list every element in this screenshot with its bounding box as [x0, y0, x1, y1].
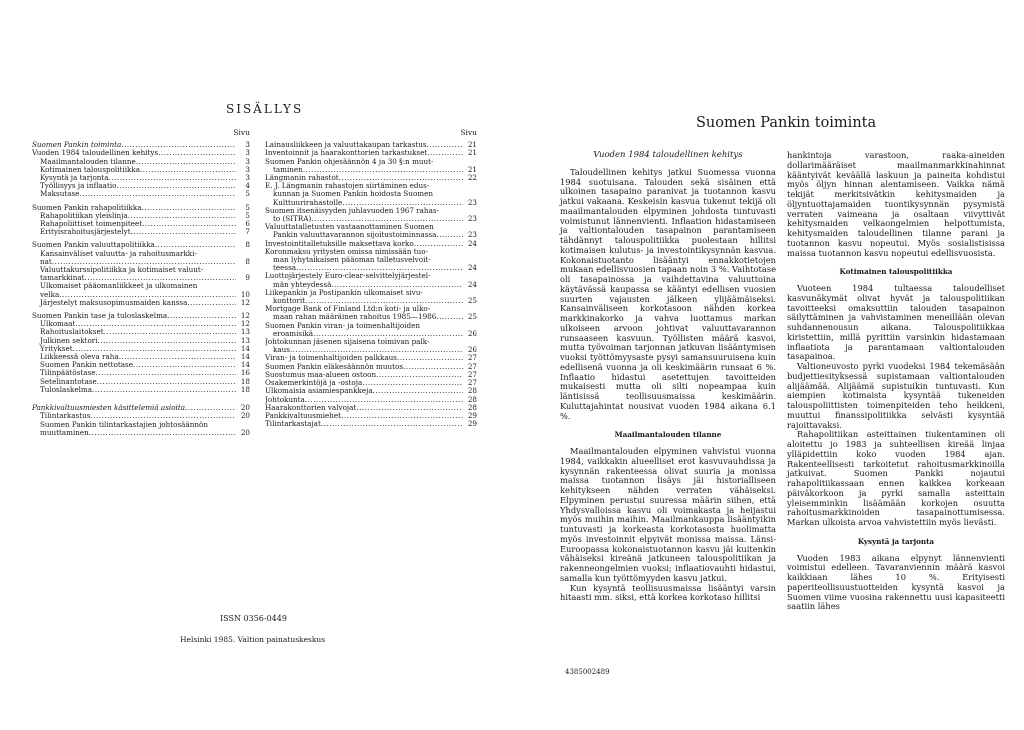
toc-leader	[331, 281, 463, 289]
toc-page-number: 29	[467, 410, 477, 420]
toc-leader	[427, 149, 463, 157]
toc-leader	[341, 412, 463, 420]
toc-entry	[32, 421, 250, 429]
toc-entry	[32, 404, 250, 412]
toc-leader	[59, 291, 236, 299]
toc-entry	[32, 190, 250, 198]
toc-entry	[265, 223, 477, 231]
toc-leader	[73, 345, 236, 353]
toc-entry-title: Julkinen sektori	[40, 336, 98, 345]
paragraph: Vuoden 1983 aikana elpynyt lännenvienti voimistui edelleen. Tavaranviennin määrä kasvoi kaikkiaan lähes 10 %. Erityisesti paperiteollisuustuotteiden kysyntä kasvoi ja Suomen viime vuosina rakennettu uusi kapasiteetti saatiin lähes	[787, 552, 1005, 612]
paragraph: Valtioneuvosto pyrki vuodeksi 1984 tekemäsään budjettiesityksessä supistamaan valtiontalouden alijäämää. Alijäämä supistuikin tuntuvasti. Kun aiempien kotimaista kysyntää tukeneiden talouspoliittisten toimenpiteiden teho heikkeni, muuttui finanssipolitiikka selvästi kysyntää rajoittavaksi.	[787, 361, 1005, 430]
toc-entry	[265, 264, 477, 272]
toc-entry-title: Pankkivaltuusmiehet	[265, 411, 342, 420]
toc-leader	[321, 420, 463, 428]
toc-page-number: 21	[467, 164, 477, 174]
toc-entry	[265, 420, 477, 428]
toc-entry-title: Pankkivaltuusmiesten käsittelemiä asioita	[32, 404, 185, 413]
toc-entry-title: Valuuttakurssipolitiikka ja kotimaiset valuut-	[40, 266, 204, 275]
toc-entry-title: Maailmantalouden tilanne	[40, 157, 136, 166]
toc-entry	[265, 371, 477, 379]
toc-page-number: 14	[240, 360, 250, 370]
toc-entry	[32, 412, 250, 420]
toc-entry-title: Suostumus maa-alueen ostoon	[265, 370, 377, 379]
toc-entry	[265, 182, 477, 190]
toc-entry	[32, 204, 250, 212]
toc-entry	[265, 248, 477, 256]
toc-leader	[98, 337, 236, 345]
paragraph: Taloudellinen kehitys jatkui Suomessa vuonna 1984 suotuisana. Talouden sekä sisäinen että ulkoinen tasapaino paranivat ja tuotannon kasvu jatkui vakaana. Keskeisin kasvua tukenut tekijä oli maailmantalouden elpyminen johdosta tuntuvasti voimistunut lännenvienti. Inflaation hidastamiseen ja valtiontalouden tasapainon parantamiseen tähdännyt talouspolitiikka puolestaan hillitsi kotimaisen kulutus- ja investointikysynnän kasvua. Kokonaistuotanto lisääntyi ennakkotietojen mukaan edellisvuosien tapaan noin 3 %. Vaihtotase oli tasapainossa ja vaihdettavina valuuttoina käytävässä kaupassa se kääntyi edellisen vuosien suurten vajausten jälkeen ylijäämäiseksi. Kansainväliseen korkotasoon nähden korkea markkinakorko ja vahva luottamus markan ulkoiseen arvoon johtivat valuuttavarannon runsaaseen kasvuun. Työllisten määrä kasvoi, mutta työvoiman tarjonnan jatkuvan lisääntymisen vuoksi työttömyysaste pysyi samansuuruisena kuin edellisenä vuonna ja oli keskimäärin runsaat 6 %. Inflaatio hidastui asetettujen tavoitteiden mukaisesti mutta oli silti nopeampaa kuin läntisissä teollisuusmaissa keskimäärin. Kuluttajahintat nousivat vuoden 1984 aikana 6.1 %.	[560, 166, 776, 421]
toc-page-number: 27	[467, 369, 477, 379]
toc-page-number: 3	[245, 164, 250, 174]
toc-leader	[116, 182, 236, 190]
toc-leader	[342, 199, 463, 207]
toc-entry-title: Ulkomaat	[40, 320, 76, 329]
toc-leader	[85, 274, 236, 282]
toc-leader	[403, 363, 463, 371]
toc-entry	[32, 241, 250, 249]
toc-page-number: 20	[240, 427, 250, 437]
toc-entry	[32, 386, 250, 394]
toc-leader	[109, 174, 236, 182]
toc-entry-title: Viran- ja toimenhaltijoiden palkkaus	[265, 354, 397, 363]
toc-page-number: 10	[240, 289, 250, 299]
toc-entry	[32, 174, 250, 182]
toc-entry	[32, 220, 250, 228]
toc-entry	[265, 199, 477, 207]
toc-entry	[265, 166, 477, 174]
toc-entry-title: Koronmaksu yritysten omissa nimissään tuo-	[265, 247, 429, 256]
toc-entry-title: Lainausliikkeen ja valuuttakaupan tarkastus	[265, 141, 427, 150]
page-header: Sivu	[460, 128, 477, 137]
article-title: Suomen Pankin toiminta	[696, 115, 877, 131]
toc-leader	[158, 149, 236, 157]
toc-page-number: 27	[467, 378, 477, 388]
toc-entry	[32, 250, 250, 258]
toc-leader	[427, 141, 463, 149]
issn: ISSN 0356-0449	[220, 614, 287, 623]
toc-entry-title: Suomen Pankin toiminta	[32, 141, 122, 150]
toc-entry	[265, 379, 477, 387]
toc-entry	[265, 363, 477, 371]
toc-page-number: 27	[467, 361, 477, 371]
toc-leader	[185, 404, 236, 412]
toc-entry-title: Vuoden 1984 taloudellinen kehitys	[32, 149, 159, 158]
toc-page-number: 25	[467, 312, 477, 322]
toc-page-number: 8	[245, 256, 250, 266]
toc-entry-title: Suomen itsenäisyyden juhlavuoden 1967 rahas-	[265, 206, 439, 215]
toc-entry	[32, 369, 250, 377]
toc-entry	[32, 141, 250, 149]
toc-entry	[32, 212, 250, 220]
toc-entry-title: Valuuttatalletusten vastaanottaminen Suomen	[265, 223, 434, 232]
toc-page-number: 12	[240, 297, 250, 307]
toc-entry	[32, 258, 250, 266]
toc-entry-title: Liikepankin ja Postipankin ulkomaiset sivu-	[265, 288, 423, 297]
toc-page-number: 24	[467, 238, 477, 248]
toc-page-number: 3	[245, 140, 250, 150]
toc-leader	[97, 378, 236, 386]
toc-page-number: 14	[240, 343, 250, 353]
toc-entry	[265, 297, 477, 305]
toc-leader	[373, 387, 463, 395]
toc-entry	[265, 207, 477, 215]
toc-entry-title: E. J. Längmanin rahastojen siirtäminen edus-	[265, 182, 430, 191]
toc-entry	[265, 149, 477, 157]
toc-entry-title: Suomen Pankin rahapolitiikka	[32, 203, 142, 212]
toc-page-number: 26	[467, 328, 477, 338]
toc-entry	[32, 166, 250, 174]
toc-leader	[436, 313, 463, 321]
toc-page-number: 16	[240, 368, 250, 378]
toc-leader	[305, 396, 463, 404]
toc-page-number: 5	[245, 189, 250, 199]
toc-entry	[265, 215, 477, 223]
toc-entry-title: Suomen Pankin tilintarkastajien johtosäännön	[40, 420, 208, 429]
toc-entry	[32, 291, 250, 299]
toc-leader	[131, 228, 236, 236]
toc-entry	[32, 158, 250, 166]
toc-entry-title: konttorit	[273, 297, 306, 306]
toc-entry-title: Luottojärjestely Euro-clear-selvittelyjärjestel-	[265, 272, 431, 281]
paragraph: Vuoteen 1984 tultaessa taloudelliset kasvunäkymät olivat hyvät ja talouspolitiikan tavoitteeksi omaksuttiin talouden tasapainon säilyttäminen ja vahvistaminen meneillään olevan suhdannenousun aikana. Talouspolitiikkaa kiristettiin, millä pyrittiin varsinkin hidastamaan inflaatiota ja parantamaan valtiontalouden tasapainoa.	[787, 283, 1005, 362]
toc-page-number: 20	[240, 403, 250, 413]
toc-entry	[32, 274, 250, 282]
article-right-column	[787, 151, 1005, 612]
toc-entry	[32, 149, 250, 157]
toc-leader	[142, 220, 236, 228]
toc-page-number: 13	[240, 335, 250, 345]
toc-page-number: 24	[467, 263, 477, 273]
toc-entry-title: Rahoituslaitokset	[40, 328, 104, 337]
toc-entry-title: Työllisyys ja inflaatio	[40, 182, 117, 191]
toc-entry	[265, 396, 477, 404]
toc-entry-title: Rahapoliittiset toimenpiteet	[40, 220, 143, 229]
toc-entry	[32, 345, 250, 353]
toc-entry	[32, 353, 250, 361]
toc-leader	[339, 174, 463, 182]
toc-leader	[167, 312, 236, 320]
toc-leader	[296, 264, 463, 272]
section-heading: Maailmantalouden tilanne	[614, 430, 722, 440]
toc-leader	[356, 404, 463, 412]
toc-entry-title: Osakemerkintöjä ja -ostoja	[265, 379, 363, 388]
toc-page-number: 9	[245, 273, 250, 283]
section-heading: Kysyntä ja tarjonta	[857, 536, 935, 546]
toc-page-number: 7	[245, 227, 250, 237]
toc-entry-title: Ulkomaiset pääomanliikkeet ja ulkomainen	[40, 282, 198, 291]
toc-entry-title: man lyhytaikaisen pääoman talletusvelvoit-	[273, 256, 431, 265]
toc-entry-title: Tilintarkastajat	[265, 420, 321, 429]
toc-entry	[32, 266, 250, 274]
toc-entry-title: Suomen Pankin eläkesäännön muutos	[265, 362, 404, 371]
toc-entry-title: Mortgage Bank of Finland Ltd:n koti- ja ulko-	[265, 305, 431, 314]
toc-page-number: 23	[467, 214, 477, 224]
toc-entry-title: Johtokunta	[265, 395, 305, 404]
toc-leader	[187, 299, 236, 307]
toc-entry-title: Inventoinnit ja haarakonttorien tarkastukset	[265, 149, 428, 158]
toc-page-number: 23	[467, 230, 477, 240]
toc-page-number: 18	[240, 384, 250, 394]
toc-entry	[32, 378, 250, 386]
toc-entry-title: kunnan ja Suomen Pankin hoidosta Suomen	[273, 190, 434, 199]
toc-page-number: 25	[467, 296, 477, 306]
toc-leader	[133, 361, 236, 369]
toc-entry-title: Kansainväliset valuutta- ja rahoitusmarkki-	[40, 249, 197, 258]
toc-page-number: 5	[245, 210, 250, 220]
page-header: Sivu	[233, 128, 250, 137]
toc-leader	[313, 330, 463, 338]
toc-entry-title: Suomen Pankin ohjesäännön 4 ja 30 §:n muut-	[265, 157, 434, 166]
toc-entry-title: Suomen Pankin valuuttapolitiikka	[32, 241, 155, 250]
toc-leader	[303, 166, 463, 174]
toc-entry-title: Tuloslaskelma	[40, 385, 93, 394]
toc-entry-title: Setelinantotase	[40, 377, 97, 386]
toc-page-number: 12	[240, 311, 250, 321]
toc-entry-title: muuttaminen	[40, 428, 89, 437]
toc-page-number: 26	[467, 345, 477, 355]
toc-leader	[397, 354, 463, 362]
toc-leader	[436, 231, 463, 239]
toc-page-number: 23	[467, 197, 477, 207]
toc-entry-title: taminen	[273, 165, 303, 174]
toc-entry	[32, 361, 250, 369]
toc-page-number: 8	[245, 240, 250, 250]
toc-page-number: 28	[467, 386, 477, 396]
toc-entry-title: Liikkeessä oleva raha	[40, 353, 119, 362]
printer-line: Helsinki 1985. Valtion painatuskeskus	[180, 635, 326, 644]
toc-leader	[104, 328, 236, 336]
paragraph: hankintoja varastoon, raaka-aineiden dollarimääräiset maailmanmarkkinahinnat kääntyivät keväällä laskuun ja paineita kohdistui myös öljyn hinnan alentamiseen. Vaikka nämä tekijät merkitsivätkin kehitysmaiden ja öljyntuottajamaiden tuontikysynnän pysymistä verraten vaimeana ja osaltaan viivyttivät kehitysmaiden velkaongelmien helpottumista, kehitysmaiden taloudellinen tilanne parani ja tuotannon kasvu nopeutui. Myös sosialistisissa maissa tuotannon kasvu nopeutui edellisvuosista.	[787, 150, 1005, 258]
toc-leader	[376, 371, 463, 379]
toc-leader	[414, 240, 463, 248]
toc-leader	[89, 429, 236, 437]
toc-page-number: 24	[467, 279, 477, 289]
toc-entry	[32, 228, 250, 236]
toc-entry	[32, 299, 250, 307]
toc-leader	[79, 190, 236, 198]
toc-page-number: 5	[245, 202, 250, 212]
toc-entry-title: Suomen Pankin tase ja tuloslaskelma	[32, 312, 168, 321]
toc-leader	[136, 158, 236, 166]
toc-entry-title: Haarakonttorien valvojat	[265, 403, 357, 412]
toc-entry	[265, 387, 477, 395]
toc-leader	[90, 412, 236, 420]
toc-entry-title: teessa	[273, 264, 297, 273]
toc-entry	[265, 322, 477, 330]
toc-title: SISÄLLYS	[226, 102, 304, 116]
toc-leader	[311, 215, 463, 223]
toc-page-number: 13	[240, 327, 250, 337]
toc-leader	[96, 369, 236, 377]
toc-right-column	[265, 128, 477, 429]
toc-page-number: 3	[245, 156, 250, 166]
toc-left-column	[32, 128, 250, 437]
toc-header-row	[265, 129, 477, 137]
toc-page-number: 28	[467, 394, 477, 404]
toc-page-number: 29	[467, 419, 477, 429]
toc-entry	[265, 272, 477, 280]
toc-leader	[305, 297, 463, 305]
article-left-column	[560, 151, 776, 603]
toc-page-number: 4	[245, 181, 250, 191]
toc-page-number: 22	[467, 173, 477, 183]
paragraph: Kun kysyntä teollisuusmaissa lisääntyi varsin hitaasti mm. siksi, että korkea korkotaso hillitsi	[560, 582, 776, 603]
section-subtitle: Vuoden 1984 taloudellinen kehitys	[593, 150, 743, 160]
toc-page-number: 28	[467, 402, 477, 412]
toc-entry	[32, 182, 250, 190]
toc-entry-title: Kotimainen talouspolitiikka	[40, 165, 141, 174]
toc-page-number: 21	[467, 148, 477, 158]
toc-entry-title: Yritykset	[40, 344, 73, 353]
toc-entry-title: Maksutase	[40, 190, 80, 199]
toc-entry	[265, 174, 477, 182]
toc-entry	[265, 240, 477, 248]
toc-entry-title: Tilinpäätöstase	[40, 369, 96, 378]
toc-entry-title: Kysyntä ja tarjonta	[40, 174, 109, 183]
toc-entry-title: Kulttuurirahastolle	[273, 198, 343, 207]
toc-page-number: 20	[240, 411, 250, 421]
toc-entry-title: Ulkomaisia asiamiespankkeja	[265, 387, 373, 396]
toc-entry	[32, 337, 250, 345]
toc-page-number: 3	[245, 148, 250, 158]
toc-entry-title: maan rahan määräinen rahoitus 1985—1986	[273, 313, 437, 322]
toc-entry	[265, 330, 477, 338]
toc-entry-title: to (SITRA)	[273, 215, 312, 224]
toc-entry-title: Rahapolitiikan yleislinja	[40, 211, 128, 220]
toc-leader	[128, 212, 236, 220]
toc-entry	[32, 320, 250, 328]
toc-entry-title: Pankin valuuttavarannon sijoitustoiminnassa	[273, 231, 437, 240]
toc-leader	[121, 141, 236, 149]
toc-entry	[265, 404, 477, 412]
toc-leader	[52, 258, 236, 266]
toc-entry-title: Järjestelyt maksusopimusmaiden kanssa	[40, 298, 188, 307]
toc-entry	[265, 256, 477, 264]
toc-entry-title: eroamisikä	[273, 329, 314, 338]
toc-page-number: 3	[245, 173, 250, 183]
toc-entry	[265, 354, 477, 362]
toc-entry	[32, 429, 250, 437]
toc-entry-title: Investointitalletuksille maksettava korko	[265, 239, 414, 248]
toc-entry-title: Tilintarkastus	[40, 412, 91, 421]
toc-page-number: 27	[467, 353, 477, 363]
toc-entry	[265, 412, 477, 420]
toc-entry-title: Suomen Pankin nettotase	[40, 361, 133, 370]
toc-entry	[265, 190, 477, 198]
toc-entry	[265, 346, 477, 354]
document-code: 4385002489	[565, 668, 610, 676]
paragraph: Maailmantalouden elpyminen vahvistui vuonna 1984, vaikkakin alueelliset erot kasvuvauhdissa ja kysynnän rakenteessa olivat suuria ja monissa maissa tuotannon lisäys jäi historialliseen kehitykseen nähden verraten vähäiseksi. Elpyminen perustui suuressa määrin siihen, että Yhdysvalloissa kasvu oli voimakasta ja heijastui myös muihin maihin. Maailmankauppa lisääntyikin tuntuvasti ja korkeasta korkotasosta huolimatta myös investoinnit elpyivät monissa maissa. Länsi-Euroopassa kokonaistuotannon kasvu jäi kuitenkin vähäiseksi kireänä jatkuneen talouspolitiikan ja rakenneongelmien vuoksi; inflaatiovauhti hidastui, samalla kun työttömyyden kasvu jatkui.	[560, 446, 776, 583]
toc-entry	[32, 282, 250, 290]
toc-entry-title: tamarkkinat	[40, 274, 85, 283]
toc-leader	[155, 241, 236, 249]
toc-entry-title: kaus	[273, 346, 290, 355]
toc-header-row	[32, 129, 250, 137]
toc-leader	[140, 166, 236, 174]
toc-leader	[290, 346, 463, 354]
toc-leader	[92, 386, 236, 394]
toc-leader	[75, 320, 236, 328]
toc-entry	[265, 305, 477, 313]
toc-entry	[265, 289, 477, 297]
toc-page-number: 21	[467, 140, 477, 150]
toc-entry	[265, 281, 477, 289]
toc-entry	[32, 312, 250, 320]
toc-page-number: 14	[240, 352, 250, 362]
toc-entry	[265, 313, 477, 321]
toc-entry	[265, 158, 477, 166]
toc-entry-title: velka	[40, 290, 60, 299]
toc-page-number: 12	[240, 319, 250, 329]
toc-entry	[32, 328, 250, 336]
paragraph: Rahapolitiikan asteittainen tiukentaminen oli aloitettu jo 1983 ja suhteellisen kireää linjaa ylläpidettiin koko vuoden 1984 ajan. Rakenteellisesti tarkoitetut rahoitusmarkkinoilla jatkuivat. Suomen Pankki nojautui rahapolitiikassaan ennen kaikkea korkeaan päiväkorkoon ja pyrki samalla asteittain yleisemminkin lisäämään korkojen osuutta rahoitusmarkkinoiden tasapainottumisessa. Markan ulkoista arvoa vahvistettiin myös lievästi.	[787, 429, 1005, 527]
toc-entry	[265, 231, 477, 239]
toc-page-number: 18	[240, 376, 250, 386]
toc-entry-title: Johtokunnan jäsenen sijaisena toimivan palk-	[265, 338, 430, 347]
toc-page-number: 6	[245, 219, 250, 229]
toc-entry	[265, 141, 477, 149]
toc-entry-title: män yhteydessä	[273, 280, 332, 289]
toc-entry-title: nat	[40, 257, 52, 266]
toc-entry-title: Erityisrahoitusjärjestelyt	[40, 228, 131, 237]
toc-leader	[362, 379, 463, 387]
toc-leader	[119, 353, 236, 361]
toc-entry	[265, 338, 477, 346]
toc-entry-title: Längmanin rahastot	[265, 174, 339, 183]
section-heading: Kotimainen talouspolitiikka	[839, 267, 953, 277]
toc-leader	[142, 204, 236, 212]
toc-entry-title: Suomen Pankin viran- ja toimenhaltijoiden	[265, 321, 421, 330]
